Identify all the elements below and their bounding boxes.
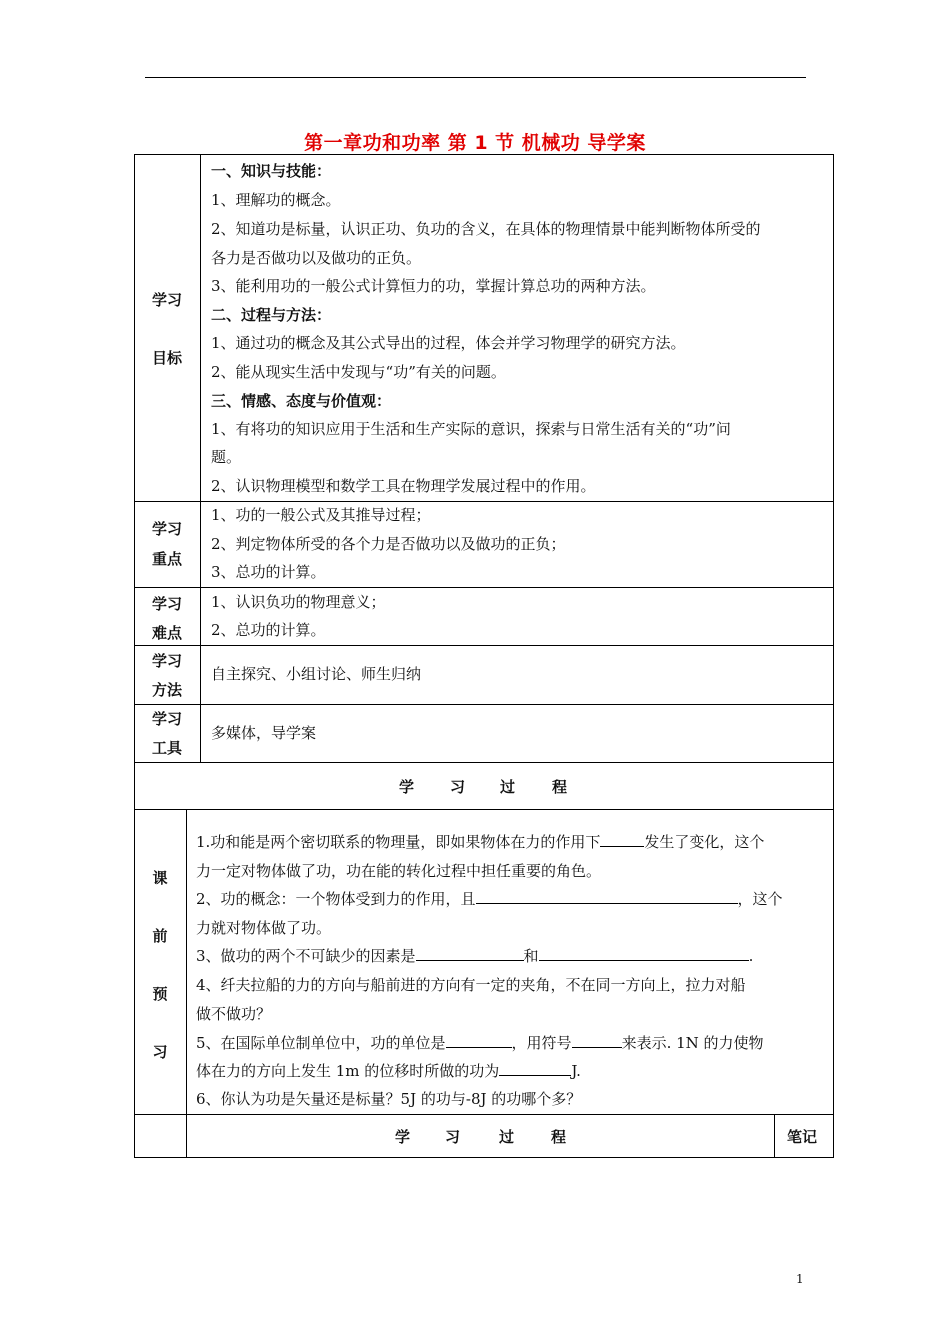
question-6: 6、你认为功是矢量还是标量？5J 的功与-8J 的功哪个多？ (196, 1090, 582, 1108)
process-footer-char: 过 (499, 1128, 515, 1146)
tools-label-1: 学习 (151, 710, 182, 728)
question-5-text: 体在力的方向上发生 1m 的位移时所做的功为 (196, 1062, 500, 1080)
question-4: 4、纤夫拉船的力的方向与船前进的方向有一定的夹角，不在同一方向上，拉力对船 (196, 976, 746, 994)
objective-line: 3、能利用功的一般公式计算恒力的功，掌握计算总功的两种方法。 (211, 277, 656, 295)
table-border-top (134, 154, 834, 155)
question-5-text: ，用符号 (511, 1034, 572, 1052)
row-divider (134, 809, 834, 810)
question-1 (196, 828, 764, 857)
preview-label-char: 习 (152, 1043, 168, 1061)
difficulties-label-2: 难点 (151, 624, 182, 642)
difficulties-label-1: 学习 (151, 595, 182, 613)
process-footer-char: 程 (551, 1128, 567, 1146)
question-2 (196, 885, 783, 914)
key-points-label-1: 学习 (151, 520, 182, 538)
process-footer-char: 习 (445, 1128, 461, 1146)
question-5-text: J. (571, 1062, 581, 1080)
objective-line: 题。 (211, 448, 242, 466)
objective-line: 1、有将功的知识应用于生活和生产实际的意识，探索与日常生活有关的“功”问 (211, 420, 731, 438)
objectives-label-1: 学习 (151, 291, 182, 309)
key-point-line: 3、总功的计算。 (211, 563, 326, 581)
tools-label-2: 工具 (151, 739, 182, 757)
difficulty-line: 2、总功的计算。 (211, 621, 326, 639)
header-rule (145, 77, 806, 78)
question-2-cont: 力就对物体做了功。 (196, 919, 332, 937)
row-divider (134, 1114, 834, 1115)
question-1-text: 1.功和能是两个密切联系的物理量，即如果物体在力的作用下 (196, 833, 601, 851)
question-2-text: 2、功的概念：一个物体受到力的作用，且 (196, 890, 476, 908)
question-5-text: 来表示. 1N 的力使物 (621, 1034, 764, 1052)
question-3-text: 3、做功的两个不可缺少的因素是 (196, 947, 416, 965)
preview-label-char: 预 (152, 985, 168, 1003)
key-points-label-2: 重点 (151, 550, 182, 568)
question-1-text: 发生了变化，这个 (644, 833, 765, 851)
lesson-plan-table (134, 154, 834, 1158)
objective-heading: 二、过程与方法： (211, 306, 332, 324)
difficulty-line: 1、认识负功的物理意义； (211, 593, 386, 611)
objective-line: 1、通过功的概念及其公式导出的过程，体会并学习物理学的研究方法。 (211, 334, 686, 352)
question-5 (196, 1029, 764, 1058)
question-3-text: . (748, 947, 754, 965)
objective-line: 2、认识物理模型和数学工具在物理学发展过程中的作用。 (211, 477, 596, 495)
answer-blank[interactable] (416, 944, 524, 961)
document-title: 第一章功和功率 第 1 节 机械功 导学案 (304, 132, 646, 154)
row-divider (134, 645, 834, 646)
question-2-text: ，这个 (737, 890, 783, 908)
row-divider (134, 762, 834, 763)
label-column-divider (200, 154, 201, 762)
process-header-char: 习 (450, 778, 466, 796)
notes-column-divider (774, 1114, 775, 1158)
table-border-right (833, 154, 834, 1158)
tools-text: 多媒体，导学案 (211, 724, 317, 742)
answer-blank[interactable] (476, 887, 738, 904)
notes-header: 笔记 (787, 1128, 818, 1146)
question-5-text: 5、在国际单位制单位中，功的单位是 (196, 1034, 446, 1052)
question-1-cont: 力一定对物体做了功，功在能的转化过程中担任重要的角色。 (196, 862, 602, 880)
question-3-text: 和 (523, 947, 539, 965)
method-label-2: 方法 (151, 681, 182, 699)
objective-line: 2、知道功是标量，认识正功、负功的含义，在具体的物理情景中能判断物体所受的 (211, 220, 761, 238)
question-3 (196, 942, 753, 971)
objective-line: 2、能从现实生活中发现与“功”有关的问题。 (211, 363, 506, 381)
key-point-line: 1、功的一般公式及其推导过程； (211, 506, 431, 524)
row-divider (134, 704, 834, 705)
objective-line: 各力是否做功以及做功的正负。 (211, 249, 422, 267)
process-header-char: 过 (500, 778, 516, 796)
method-label-1: 学习 (151, 652, 182, 670)
process-header-char: 程 (552, 778, 568, 796)
preview-label-char: 课 (152, 869, 168, 887)
process-header-char: 学 (399, 778, 415, 796)
method-text: 自主探究、小组讨论、师生归纳 (211, 665, 422, 683)
answer-blank[interactable] (572, 1031, 622, 1048)
key-point-line: 2、判定物体所受的各个力是否做功以及做功的正负； (211, 535, 566, 553)
page-number: 1 (796, 1272, 804, 1286)
process-footer-char: 学 (395, 1128, 411, 1146)
objectives-label-2: 目标 (151, 349, 182, 367)
preview-label-char: 前 (152, 927, 168, 945)
objective-heading: 三、情感、态度与价值观： (211, 392, 392, 410)
table-border-bottom (134, 1157, 834, 1158)
objective-heading: 一、知识与技能： (211, 162, 332, 180)
question-4-cont: 做不做功？ (196, 1005, 272, 1023)
answer-blank[interactable] (446, 1031, 512, 1048)
answer-blank[interactable] (539, 944, 749, 961)
answer-blank[interactable] (600, 830, 644, 847)
objective-line: 1、理解功的概念。 (211, 191, 341, 209)
answer-blank[interactable] (499, 1059, 571, 1076)
question-5-cont (196, 1057, 581, 1086)
